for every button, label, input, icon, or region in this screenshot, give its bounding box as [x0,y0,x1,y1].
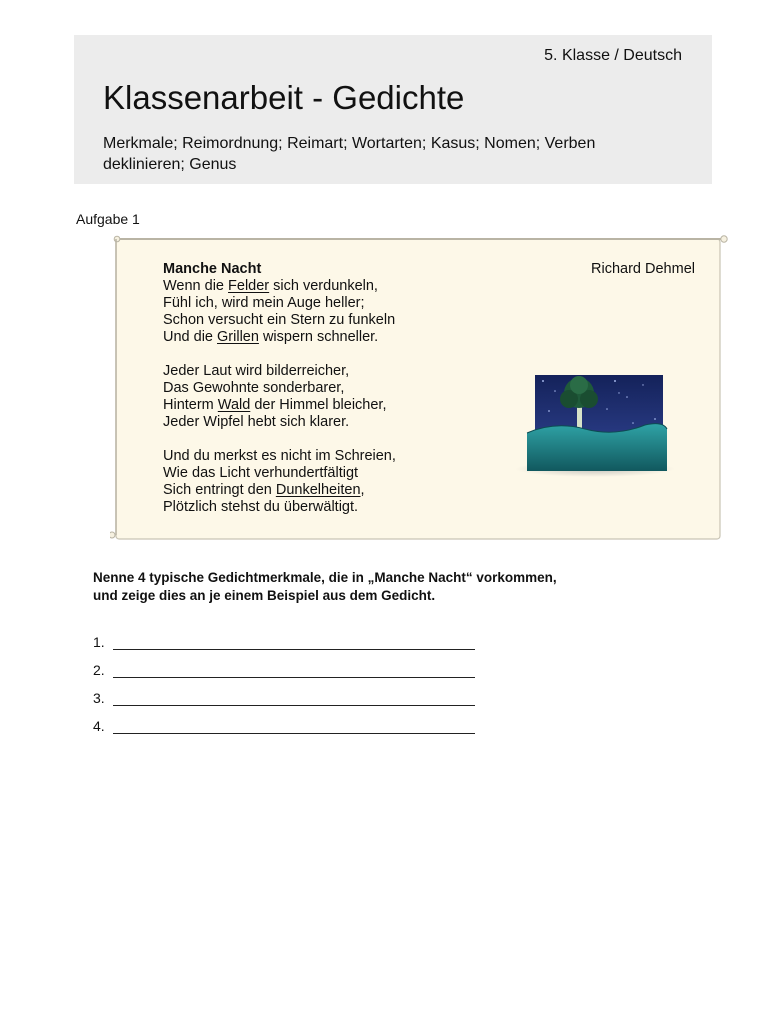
answer-line[interactable] [113,663,475,678]
stanza-1 [163,278,396,346]
underlined-word: Grillen [217,329,259,345]
answer-number: 4. [93,718,105,734]
poem-line: Und du merkst es nicht im Schreien, [163,448,396,464]
topics-text: Merkmale; Reimordnung; Reimart; Wortarten; Kasus; Nomen; Verben deklinieren; Genus [103,135,596,173]
poem-line: Wie das Licht verhundertfältigt [163,465,359,481]
answer-row-4 [93,706,475,734]
poem-line: Jeder Wipfel hebt sich klarer. [163,414,350,430]
task-label: Aufgabe 1 [76,211,140,227]
page-title: Klassenarbeit - Gedichte [103,79,465,116]
poem-author: Richard Dehmel [591,261,695,277]
poem-title: Manche Nacht [163,261,262,277]
underlined-word: Dunkelheiten [275,482,361,498]
poem-line: Das Gewohnte sonderbarer, [163,380,345,396]
grade-label: 5. Klasse / Deutsch [544,47,682,64]
stanza-2 [163,363,396,431]
question-text [93,569,653,605]
answer-line[interactable] [113,719,475,734]
poem-line: Schon versucht ein Stern zu funkeln [163,312,396,328]
poem-line: Wenn die Felder sich verdunkeln, [163,278,378,294]
poem-scroll [110,235,730,543]
answer-number: 3. [93,690,105,706]
poem-line: Plötzlich stehst du überwältigt. [163,499,359,515]
poem-line: Hinterm Wald der Himmel bleicher, [163,397,387,413]
header-box [74,35,712,184]
poem-line: Fühl ich, wird mein Auge heller; [163,295,365,311]
answer-list [93,622,475,734]
poem-line: Jeder Laut wird bilderreicher, [163,363,350,379]
stanza-3 [163,448,396,516]
answer-number: 2. [93,662,105,678]
poem-line: Sich entringt den Dunkelheiten, [163,482,365,498]
night-landscape-icon [515,363,675,478]
question-line-2: und zeige dies an je einem Beispiel aus dem Gedicht. [93,588,436,603]
answer-number: 1. [93,634,105,650]
question-line-1: Nenne 4 typische Gedichtmerkmale, die in „Manche Nacht“ vorkommen, [93,570,557,585]
answer-row-1 [93,622,475,650]
poem-line: Und die Grillen wispern schneller. [163,329,379,345]
underlined-word: Wald [217,397,251,413]
answer-line[interactable] [113,635,475,650]
answer-row-2 [93,650,475,678]
underlined-word: Felder [228,278,270,294]
answer-row-3 [93,678,475,706]
answer-line[interactable] [113,691,475,706]
poem-text [163,261,396,516]
